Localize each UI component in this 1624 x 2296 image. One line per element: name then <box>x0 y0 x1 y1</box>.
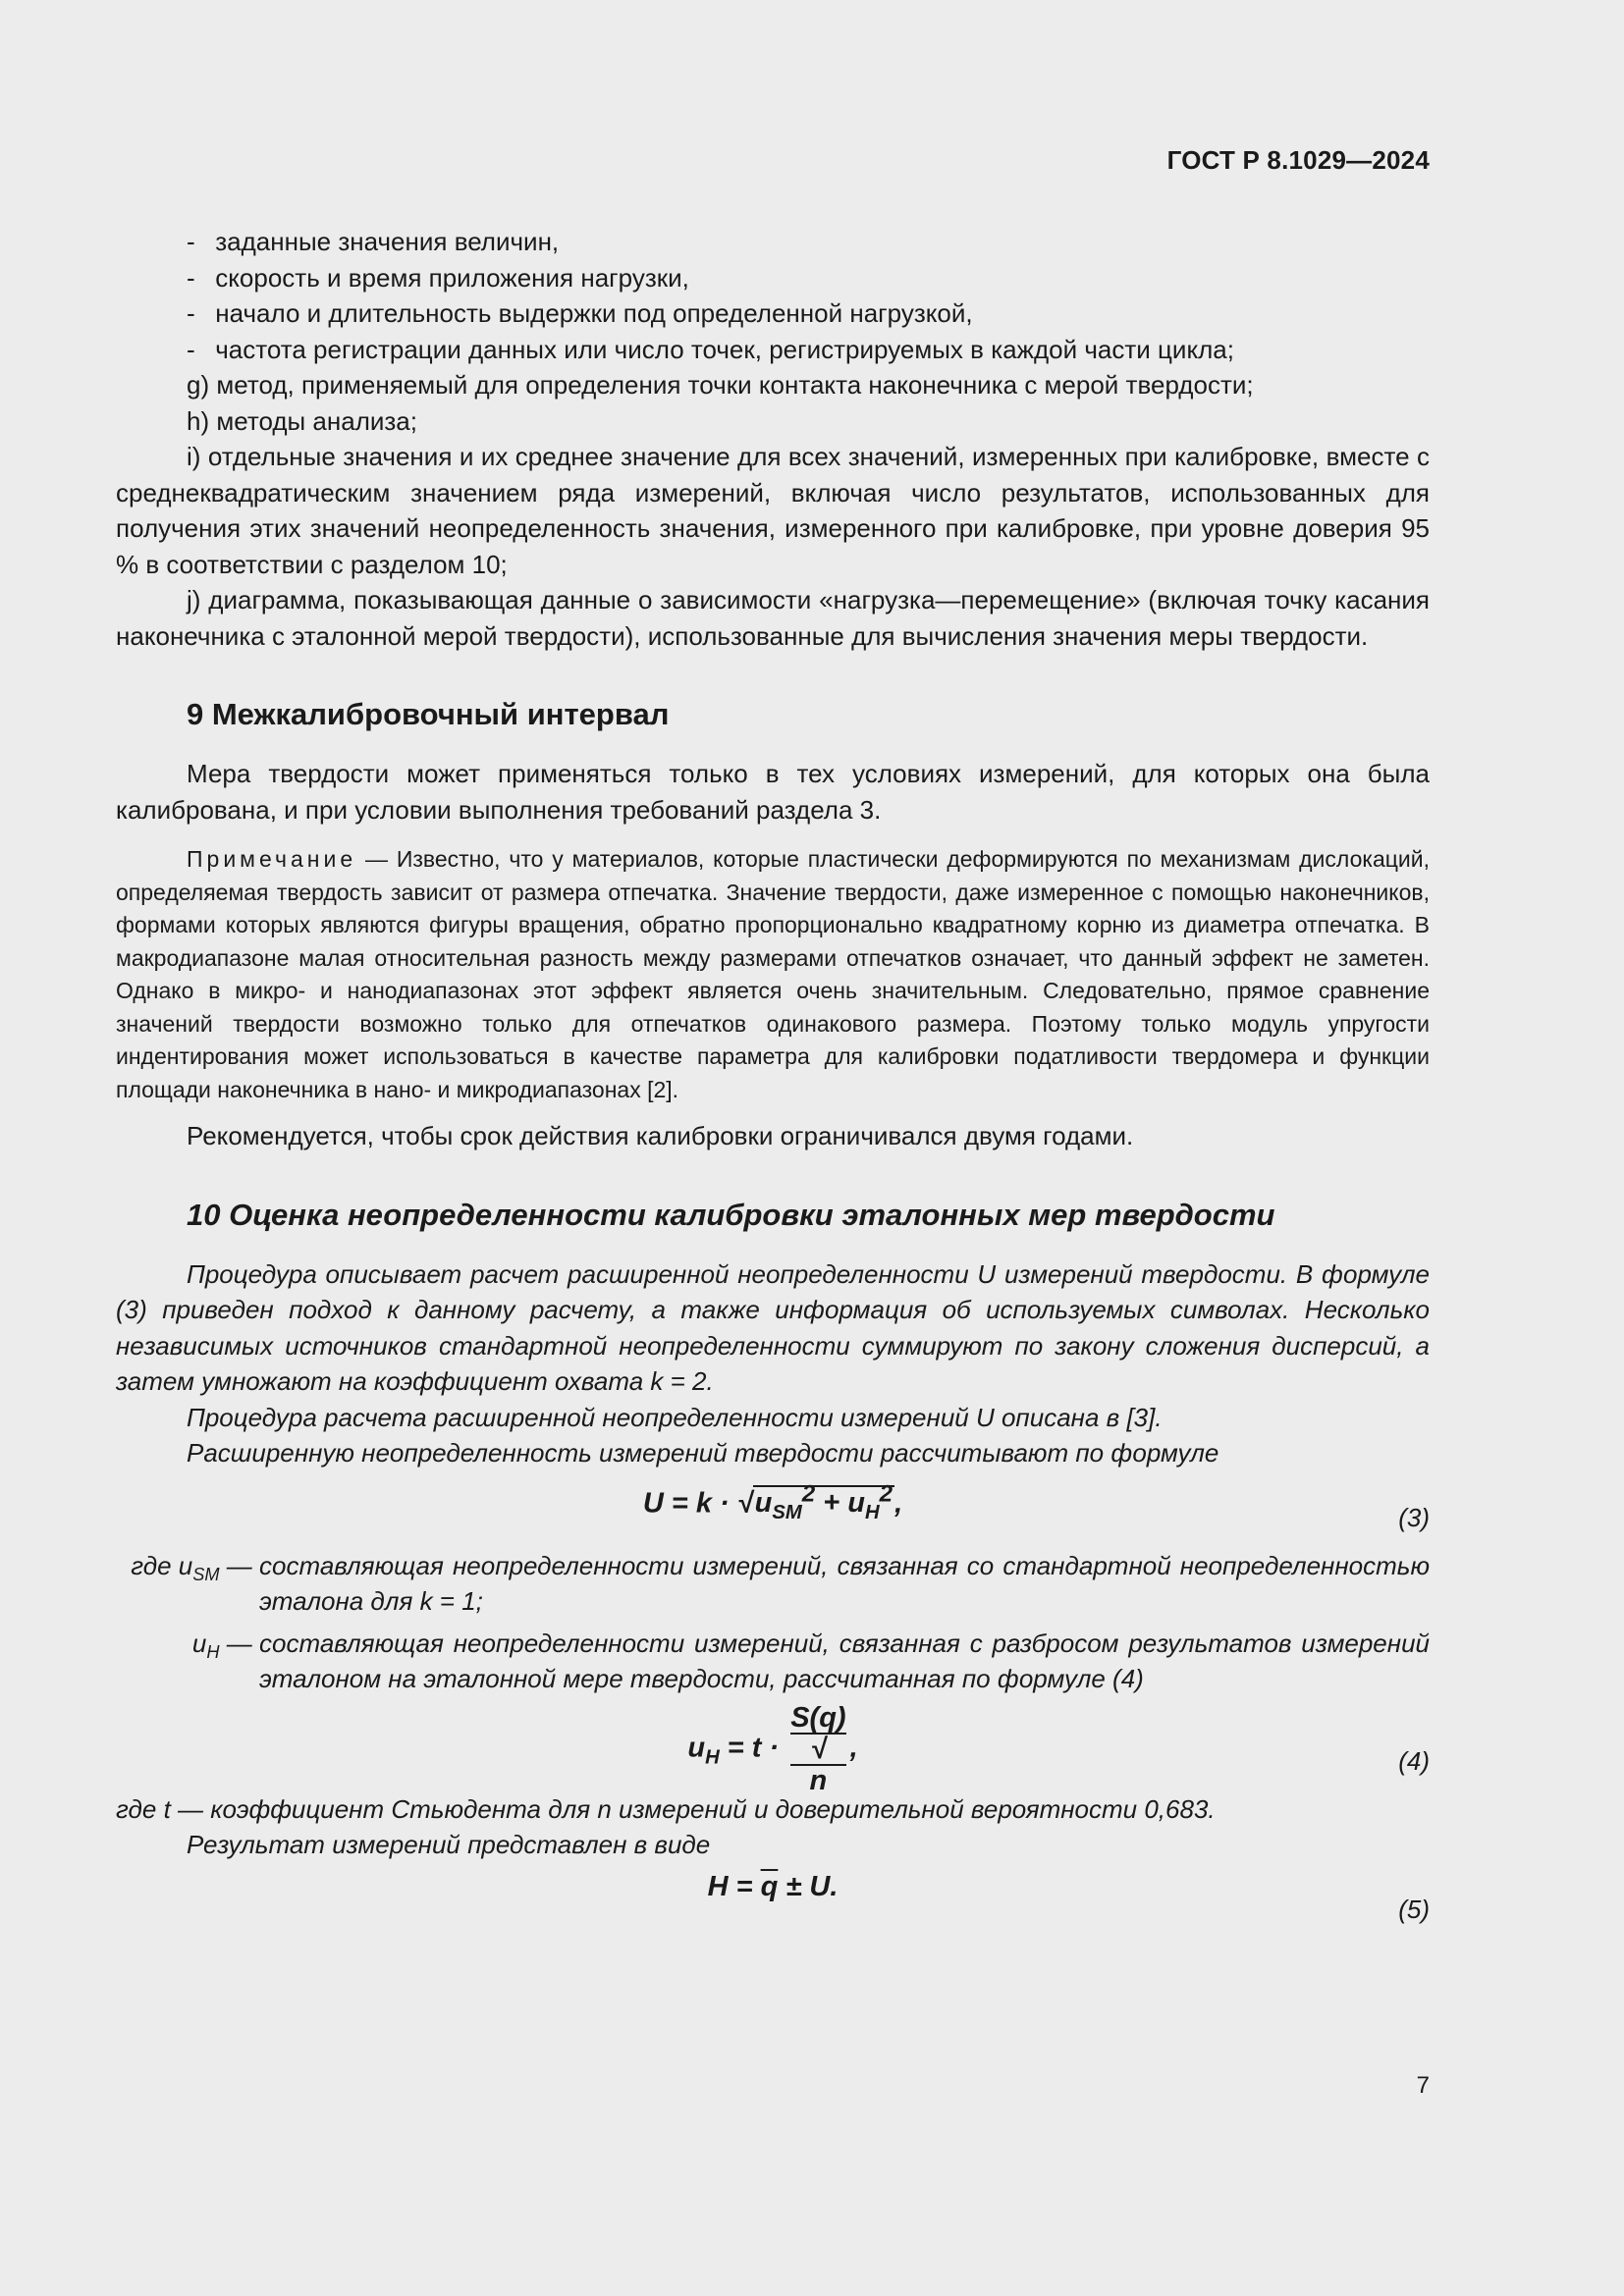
list-item-i: i) отдельные значения и их среднее значение для всех значений, измеренных при калибровке, вместе с среднеквадратическим значением ряда измерений, включая число результатов, использованных для получения этих значений неопределенность значения, измеренного при калибровке, при уровне доверия 95 % в соответствии с разделом 10; <box>116 442 1430 579</box>
document-code: ГОСТ Р 8.1029—2024 <box>1166 145 1430 175</box>
formula-3-number: (3) <box>1398 1503 1430 1532</box>
formula-4-expression: $u_H = t$ · S(q) √ n , <box>687 1701 858 1796</box>
page-body <box>116 224 1430 1940</box>
where-usm <box>116 1548 1430 1620</box>
note-text: — Известно, что у материалов, которые пластически деформируются по механизмам дислокаций, определяемая твердость зависит от размера отпечатка. Значение твердости, даже измеренное с помощью наконечников, формами которых являются фигуры вращения, обратно пропорционально квадратному корню из диаметра отпечатка. В макродиапазоне малая относительная разность между размерами отпечатков означает, что данный эффект не заметен. Однако в микро- и нанодиапазонах этот эффект является очень значительным. Следовательно, прямое сравнение значений твердости возможно только для отпечатков одинакового размера. Поэтому только модуль упругости индентирования может использоваться в качестве параметра для калибровки податливости твердомера и функции площади наконечника в нано- и микродиапазонах [2]. <box>116 846 1430 1102</box>
where-usm-text: составляющая неопределенности измерений, связанная со стандартной неопределенностью эталона для k = 1; <box>259 1550 1430 1616</box>
where-usm-label: где $u_{SM}$ — <box>131 1550 252 1584</box>
section-10-paragraph-2: Процедура расчета расширенной неопределенности измерений U описана в [3]. <box>187 1402 1163 1432</box>
note-label: Примечание <box>187 846 357 872</box>
list-item: h) методы анализа; <box>187 405 417 436</box>
section-9-paragraph: Мера твердости может применяться только в тех условиях измерений, для которых она была калибрована, и при условии выполнения требований раздела 3. <box>116 759 1430 825</box>
list-item: - начало и длительность выдержки под определенной нагрузкой, <box>187 298 973 328</box>
note-paragraph <box>116 843 1430 1106</box>
section-9-heading: 9 Межкалибровочный интервал <box>187 697 670 731</box>
section-10-paragraph: Процедура описывает расчет расширенной неопределенности U измерений твердости. В формуле (3) приведен подход к данному расчету, а также информация об используемых символах. Несколько независимых источников стандартной неопределенности суммируют по закону сложения дисперсий, а затем умножают на коэффициент охвата k = 2. <box>116 1258 1430 1396</box>
student-coefficient-note: где t — коэффициент Стьюдента для n измерений и доверительной вероятности 0,683. <box>116 1793 1216 1824</box>
formula-4-number: (4) <box>1398 1746 1430 1776</box>
where-uh <box>116 1626 1430 1697</box>
where-uh-label: $u_H$ — <box>191 1628 252 1662</box>
list-item: g) метод, применяемый для определения точки контакта наконечника с мерой твердости; <box>187 370 1254 400</box>
list-item: - заданные значения величин, <box>187 227 560 256</box>
formula-5-number: (5) <box>1398 1895 1430 1924</box>
section-10-heading: 10 Оценка неопределенности калибровки эталонных мер твердости <box>187 1197 1275 1232</box>
formula-5 <box>116 1867 1430 1932</box>
formula-3 <box>116 1475 1430 1540</box>
page-number: 7 <box>1416 2072 1430 2099</box>
section-10-paragraph-3: Расширенную неопределенность измерений твердости рассчитывают по формуле <box>187 1438 1219 1468</box>
list-item: - скорость и время приложения нагрузки, <box>187 262 689 293</box>
result-paragraph: Результат измерений представлен в виде <box>187 1830 711 1859</box>
recommendation-paragraph: Рекомендуется, чтобы срок действия калибровки ограничивался двумя годами. <box>187 1121 1134 1150</box>
formula-3-expression: $U = k \cdot √u_{SM}^2 + u_H^2$, <box>642 1480 903 1523</box>
list-item-j: j) диаграмма, показывающая данные о зависимости «нагрузка—перемещение» (включая точку касания наконечника с эталонной мерой твердости), использованные для вычисления значения меры твердости. <box>116 585 1430 651</box>
formula-5-expression: $H = \overline{q} \pm U$. <box>707 1870 839 1902</box>
formula-4 <box>116 1701 1430 1796</box>
where-uh-text: составляющая неопределенности измерений, связанная с разбросом результатов измерений эталоном на эталонной мере твердости, рассчитанная по формуле (4) <box>259 1628 1430 1693</box>
list-item: - частота регистрации данных или число точек, регистрируемых в каждой части цикла; <box>187 334 1234 364</box>
